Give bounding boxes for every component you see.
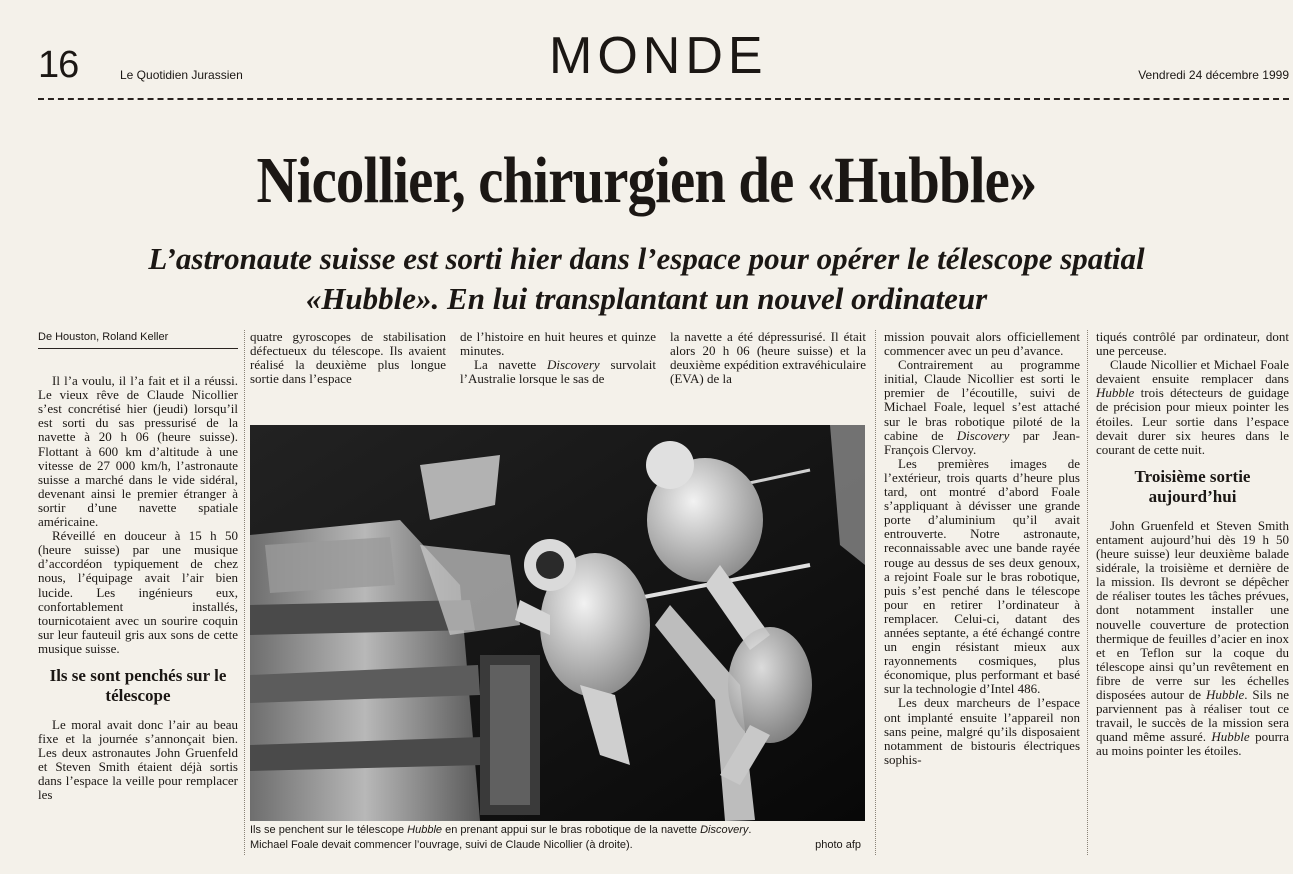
paragraph: Le moral avait donc l’air au beau fixe et la journée s’annonçait bien. Les deux astronautes John Gruenfeld et Steven Smith étaient déjà sortis dans l’espace la veille pour remplacer les (38, 716, 238, 803)
paragraph: La navette Discovery survolait l’Australie lorsque le sas de (460, 357, 656, 387)
deck (0, 239, 1293, 320)
deck-line-2: «Hubble». En lui transplantant un nouvel ordinateur (305, 281, 988, 317)
paragraph: John Gruenfeld et Steven Smith entament aujourd’hui dès 19 h 50 (heure suisse) leur deuxième balade sidérale, la troisième et dernière de la mission. Ils devront se dépêcher de réaliser toutes les tâches prévues, dont notamment installer une nouvelle couverture de protection thermique de feuilles d’acier en inox et en Teflon sur la coque du télescope ainsi qu’un revêtement en fibre de verre sur les échelles disposées autour de Hubble. Sils ne parviennent pas à réaliser tout ce travail, le succès de la mission sera quand même assuré. Hubble pourra au moins pointer les étoiles. (1096, 517, 1289, 759)
paragraph: quatre gyroscopes de stabilisation défectueux du télescope. Ils avaient réalisé la deuxième plus longue sortie dans l’espace (250, 329, 446, 387)
caption-line-1: Ils se penchent sur le télescope Hubble en prenant appui sur le bras robotique de la navette Discovery. (250, 824, 752, 836)
column-separator (244, 330, 245, 855)
column-6 (1096, 330, 1289, 758)
column-2 (250, 330, 446, 386)
paragraph: Réveillé en douceur à 15 h 50 (heure suisse) par une musique d’accordéon typiquement de chez nous, l’équipage avait l’air bien lucide. Les ingénieurs eux, confortablement installés, tournicotaient avec un sourire coquin sur leur fauteuil gris aux sons de cette musique suisse. (38, 528, 238, 656)
photo-illustration (250, 425, 865, 821)
paragraph: Claude Nicollier et Michael Foale devaient ensuite remplacer dans Hubble trois détecteurs de guidage de précision pour mieux pointer les étoiles. Leur sortie dans l’espace devait durer six heures dans le courant de cette nuit. (1096, 357, 1289, 457)
column-1 (38, 330, 238, 803)
column-separator (875, 330, 876, 855)
byline: De Houston, Roland Keller (38, 330, 238, 349)
photo-caption (250, 823, 865, 853)
header-rule (38, 98, 1289, 100)
section-title: MONDE (549, 27, 768, 85)
paragraph: Les premières images de l’extérieur, trois quarts d’heure plus tard, ont montré d’abord Foale s’appliquant à dévisser une grande porte d’aluminium qu’il avait entrouverte. Notre astronaute, reconnaissable avec une bande rayée rouge au dessus de ses deux genoux, a rejoint Foale sur le bras robotique, puis s’est penché dans le télescope pour en retirer l’ordinateur à remplacer. Celui-ci, datant des années septante, a été échangé contre un engin résistant mieux aux rayonnements cosmiques, plus économique, plus performant et basé sur la technologie d’Intel 486. (884, 455, 1080, 697)
subheading: Troisième sortie aujourd’hui (1134, 466, 1251, 506)
paragraph: tiqués contrôlé par ordinateur, dont une perceuse. (1096, 329, 1289, 359)
issue-date: Vendredi 24 décembre 1999 (1138, 68, 1289, 82)
paragraph: la navette a été dépressurisé. Il était alors 20 h 06 (heure suisse) et la deuxième expédition extravéhiculaire (EVA) de la (670, 329, 866, 387)
paragraph: de l’histoire en huit heures et quinze minutes. (460, 329, 656, 359)
column-separator (1087, 330, 1088, 855)
paragraph: Il l’a voulu, il l’a fait et il a réussi. Le vieux rêve de Claude Nicollier s’est concrétisé hier (jeudi) lorsqu’il est sorti du sas pressurisé de la navette à 20 h 06 (heure suisse). Flottant à 600 km d’altitude à une vitesse de 27 000 km/h, l’astronaute suisse a marché dans le vide sidéral, devenant ainsi le premier étranger à sortir d’une navette spatiale américaine. (38, 373, 238, 530)
column-4 (670, 330, 866, 386)
paragraph: Contrairement au programme initial, Claude Nicollier est sorti le premier de l’écoutille, suivi de Michael Foale, lequel s’est attaché sur le bras robotique piloté de la cabine de Discovery par Jean-François Clervoy. (884, 357, 1080, 457)
column-5 (884, 330, 1080, 767)
photo-credit: photo afp (815, 839, 861, 851)
spacewalk-photo (250, 425, 865, 821)
deck-line-1: L’astronaute suisse est sorti hier dans l’espace pour opérer le télescope spatial (148, 241, 1145, 276)
caption-line-2: Michael Foale devait commencer l’ouvrage, suivi de Claude Nicollier (à droite). (250, 839, 633, 851)
newspaper-name: Le Quotidien Jurassien (120, 68, 243, 82)
subheading: Ils se sont penchés sur le télescope (49, 665, 227, 705)
column-3 (460, 330, 656, 386)
paragraph: mission pouvait alors officiellement commencer avec un peu d’avance. (884, 329, 1080, 359)
page-number: 16 (38, 44, 79, 86)
paragraph: Les deux marcheurs de l’espace ont implanté ensuite l’appareil non sans peine, malgré qu’ils disposaient notamment de bistouris électriques sophis- (884, 695, 1080, 767)
headline: Nicollier, chirurgien de «Hubble» (256, 144, 1037, 217)
